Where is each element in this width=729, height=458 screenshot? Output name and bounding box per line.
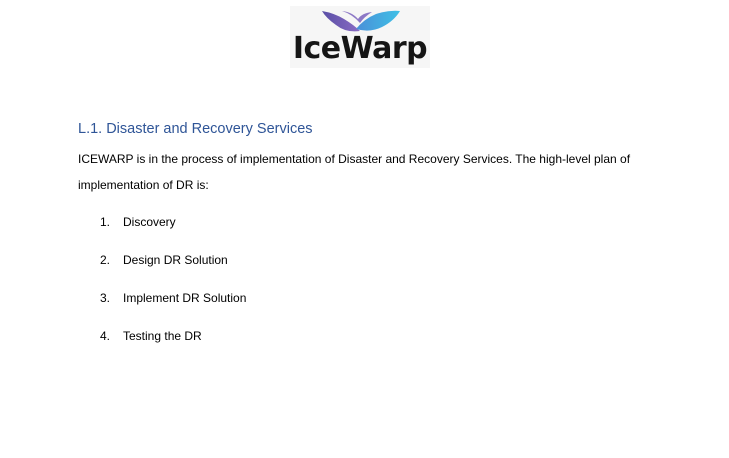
section-heading: L.1. Disaster and Recovery Services	[78, 121, 313, 137]
icewarp-wings-icon	[320, 9, 402, 33]
logo-wordmark: IceWarp	[292, 31, 428, 66]
list-item	[78, 246, 246, 284]
list-item-number: 2.	[100, 253, 111, 267]
list-item	[78, 284, 246, 322]
list-item-number: 3.	[100, 291, 111, 305]
list-item-label: Design DR Solution	[123, 253, 228, 267]
dr-plan-list	[78, 208, 246, 360]
icewarp-logo	[290, 6, 430, 68]
list-item-label: Testing the DR	[123, 329, 202, 343]
list-item	[78, 208, 246, 246]
list-item	[78, 322, 246, 360]
list-item-label: Discovery	[123, 215, 176, 229]
list-item-number: 4.	[100, 329, 111, 343]
list-item-number: 1.	[100, 215, 111, 229]
list-item-label: Implement DR Solution	[123, 291, 247, 305]
section-paragraph: ICEWARP is in the process of implementation of Disaster and Recovery Services. The high-level plan of implementation of DR is:	[78, 152, 631, 192]
